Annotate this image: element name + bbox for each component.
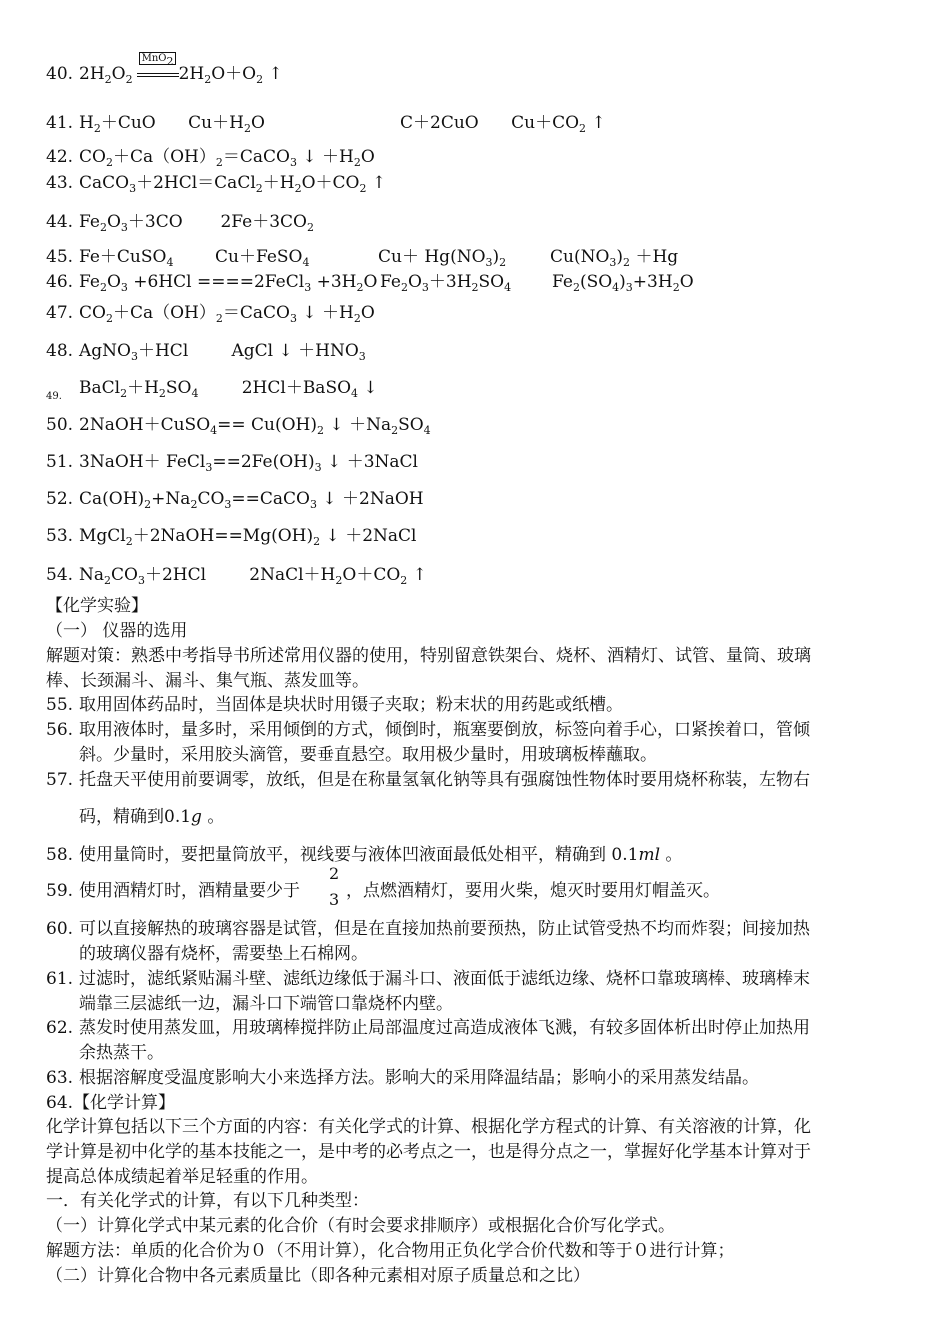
item-61 [46,968,810,990]
item-number: 58. [46,845,74,865]
equation-45b: Cu＋FeSO$_4$ [215,247,310,269]
section-title-experiment: 【化学实验】 [46,596,148,616]
item-text: 蒸发时使用蒸发皿，用玻璃棒搅拌防止局部温度过高造成液体飞溅，有较多固体析出时停止加热用 [79,1018,810,1038]
strategy-line-2: 棒、长颈漏斗、漏斗、集气瓶、蒸发皿等。 [46,671,369,691]
item-59-cont: ，点燃酒精灯，要用火柴，熄灭时要用灯帽盖灭。 [346,881,720,901]
item-text: 取用固体药品时，当固体是块状时用镊子夹取；粉末状的用药匙或纸槽。 [79,695,623,715]
item-number: 50. [46,415,74,435]
item-number: 48. [46,341,74,361]
equation-46b: $Fe_2O_3+3H_2SO_4$ [380,272,512,294]
item-number: 53. [46,526,74,546]
item-text: 取用液体时，量多时，采用倾倒的方式，倾倒时，瓶塞要倒放，标签向着手心，口紧挨着口，管倾 [79,720,810,740]
unit-text: ml [638,845,661,865]
equation-40: 40. $2H_2O_2$ MnO$_2$ $2H_2O+O_2$ ↑ [46,53,283,86]
equation-53: 53. $MgCl_2+2NaOH==Mg(OH)_2$ ↓ ＋2NaCl [46,526,417,548]
item-number: 47. [46,303,74,323]
equation-49: 49. $BaCl_2+H_2SO_4$ 2HCl＋BaSO$_4$ ↓ [46,377,378,408]
item-number: 45. [46,247,74,267]
calc-type-1: （一）计算化学式中某元素的化合价（有时会要求排顺序）或根据化合价写化学式。 [46,1216,675,1236]
fraction-denominator: 3 [329,890,340,909]
item-58 [46,844,682,866]
section-title-calculation: 64.【化学计算】 [46,1093,176,1113]
item-number: 49. [46,391,62,402]
item-text: 根据溶解度受温度影响大小来选择方法。影响大的采用降温结晶；影响小的采用蒸发结晶。 [79,1068,759,1088]
calc-method-1: 解题方法：单质的化合价为０（不用计算），化合物用正负化学合价代数和等于０进行计算； [46,1241,735,1261]
item-text: 过滤时，滤纸紧贴漏斗壁、滤纸边缘低于漏斗口、液面低于滤纸边缘、烧杯口靠玻璃棒、玻璃棒末 [79,969,810,989]
calc-type-title: 一．有关化学式的计算，有以下几种类型： [46,1191,369,1211]
equation-41b: C＋2CuO $Cu+CO_2$ ↑ [400,113,606,135]
value-text: 0.1 [164,807,192,827]
calc-intro-line-3: 提高总体成绩起着举足轻重的作用。 [46,1167,318,1187]
equation-45c: $Cu+ Hg(NO_3)_2$ [378,247,507,269]
catalyst-label: MnO [141,53,167,64]
item-text: 可以直接解热的玻璃容器是试管，但是在直接加热前要预热，防止试管受热不均而炸裂；间接加热 [79,919,810,939]
item-56 [46,719,810,741]
item-number: 54. [46,565,74,585]
equation-45: 45. Fe＋CuSO$_4$ [46,247,174,269]
equation-44: 44. $Fe_2O_3+3CO$ $2Fe+3CO_2$ [46,212,314,234]
equation-41: 41. $H_2+CuO$ $Cu+H_2O$ [46,113,265,135]
unit-text: g [191,807,202,827]
item-text: 托盘天平使用前要调零，放纸，但是在称量氢氧化钠等具有强腐蚀性物体时要用烧杯称装，左物右 [79,770,810,790]
item-57 [46,769,810,791]
item-number: 61. [46,969,74,989]
item-text-end: 。 [660,845,683,865]
item-57-cont [79,806,224,828]
item-60-cont: 的玻璃仪器有烧杯，需要垫上石棉网。 [79,944,368,964]
strategy-line-1: 解题对策：熟悉中考指导书所述常用仪器的使用，特别留意铁架台、烧杯、酒精灯、试管、量筒、玻璃 [46,646,811,666]
item-text-end: 。 [201,807,225,827]
fraction-two-thirds [329,866,339,908]
item-number: 57. [46,770,74,790]
item-number: 63. [46,1068,74,1088]
item-62 [46,1017,810,1039]
item-number: 46. [46,272,74,292]
item-text: 使用量筒时，要把量筒放平，视线要与液体凹液面最低处相平，精确到 0.1 [79,845,639,865]
item-number: 42. [46,147,74,167]
equation-47: 47. $CO_2+Ca(OH)_2=CaCO_3$ ↓ $+H_2O$ [46,303,375,325]
equation-54: 54. $Na_2CO_3+2HCl$ $2NaCl+H_2O+CO_2$ ↑ [46,565,427,587]
equation-43: 43. $CaCO_3+2HCl=CaCl_2+H_2O+CO_2$ ↑ [46,173,387,195]
item-number: 43. [46,173,74,193]
item-number: 40. [46,64,74,84]
catalyst-subscript: 2 [166,55,174,68]
item-59 [46,880,300,902]
item-60 [46,918,810,940]
fraction-numerator: 2 [329,864,340,883]
item-number: 55. [46,695,74,715]
item-text: 码，精确到 [79,807,164,827]
item-number: 62. [46,1018,74,1038]
calc-intro-line-1: 化学计算包括以下三个方面的内容：有关化学式的计算、根据化学方程式的计算、有关溶液的计算，化 [46,1117,811,1137]
equation-52: 52. $Ca(OH)_2+Na_2CO_3==CaCO_3$ ↓ ＋2NaOH [46,489,424,511]
item-text: 使用酒精灯时，酒精量要少于 [79,881,300,901]
equation-42: 42. $CO_2+Ca(OH)_2=CaCO_3$ ↓ $+H_2O$ [46,147,375,169]
item-number: 41. [46,113,74,133]
item-number: 60. [46,919,74,939]
item-62-cont: 余热蒸干。 [79,1043,164,1063]
catalyst-condition [133,53,179,82]
equation-46: 46. $Fe_2O_3 +6HCl$ ====2FeCl$_3$ $+3H_2O$ [46,272,378,294]
item-number: 56. [46,720,74,740]
item-63 [46,1067,759,1089]
item-number: 51. [46,452,74,472]
equation-46c: $Fe_2(SO_4)_3+3H_2O$ [552,272,694,294]
item-number: 52. [46,489,74,509]
calc-intro-line-2: 学计算是初中化学的基本技能之一，是中考的必考点之一，也是得分点之一，掌握好化学基本计算对于 [46,1142,811,1162]
equation-50: 50. 2NaOH＋CuSO$_4$== $Cu(OH)_2$ ↓ $+Na_2SO_4$ [46,415,431,437]
equation-48: 48. AgNO$_3$＋HCl AgCl ↓ $+HNO_3$ [46,341,366,363]
item-56-cont: 斜。少量时，采用胶头滴管，要垂直悬空。取用极少量时，用玻璃板棒蘸取。 [79,745,657,765]
item-number: 59. [46,881,74,901]
item-number: 44. [46,212,74,232]
item-61-cont: 端靠三层滤纸一边，漏斗口下端管口靠烧杯内壁。 [79,994,453,1014]
calc-type-2: （二）计算化合物中各元素质量比（即各种元素相对原子质量总和之比） [46,1266,590,1286]
subsection-instruments: （一） 仪器的选用 [46,621,188,641]
equation-51: 51. 3NaOH＋ $FeCl_3==2Fe(OH)_3$ ↓ ＋3NaCl [46,452,418,474]
equation-45d: $Cu(NO_3)_2 +Hg$ [550,247,679,269]
item-55 [46,694,623,716]
